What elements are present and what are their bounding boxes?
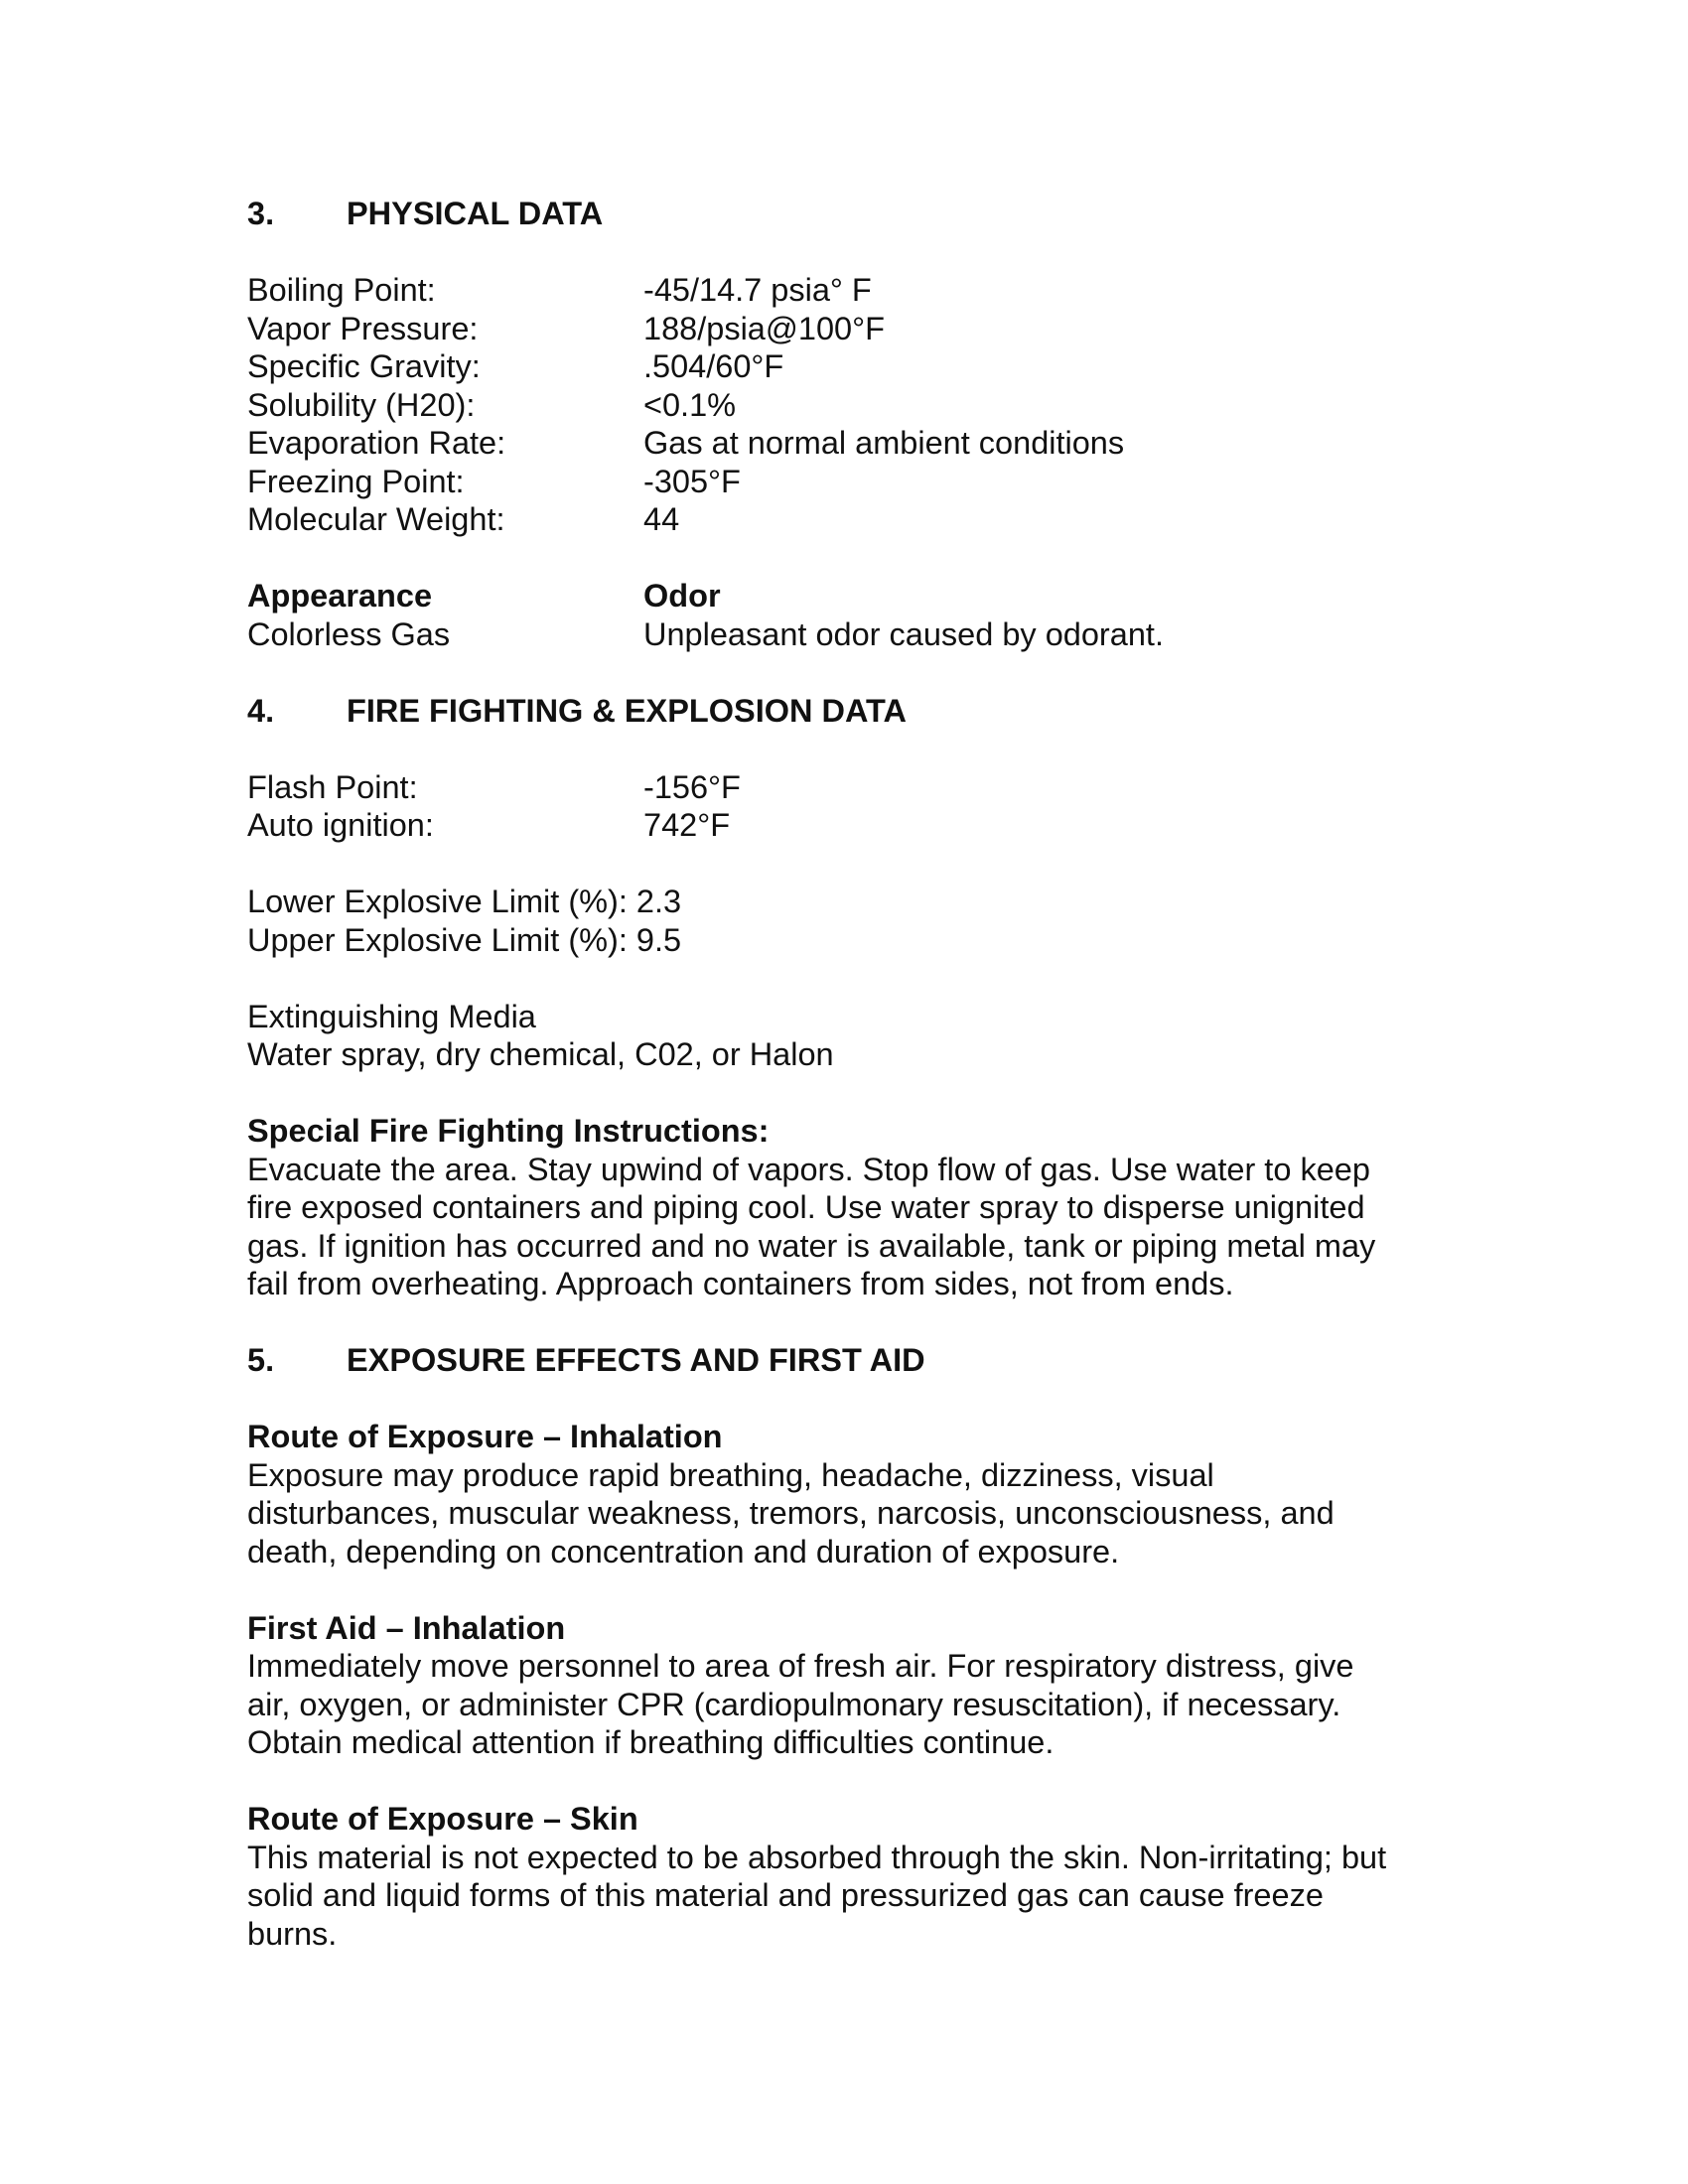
special-instructions-paragraph (247, 1151, 1439, 1303)
property-row (247, 500, 1439, 539)
property-row (247, 271, 1439, 310)
paragraph-line: Evacuate the area. Stay upwind of vapors. Stop flow of gas. Use water to keep (247, 1151, 1370, 1187)
property-row (247, 806, 1439, 845)
appearance-heading: Appearance (247, 578, 433, 614)
property-value: .504/60°F (643, 348, 784, 384)
property-label: Freezing Point: (247, 463, 465, 499)
section-5-heading (247, 1341, 1439, 1380)
first-aid-block-inhalation (247, 1609, 1439, 1762)
section-5-number: 5. (247, 1342, 275, 1378)
odor-value: Unpleasant odor caused by odorant. (643, 615, 1164, 652)
appearance-odor-headings (247, 577, 1439, 615)
paragraph-line: fail from overheating. Approach containers from sides, not from ends. (247, 1266, 1234, 1301)
property-label: Solubility (H20): (247, 386, 476, 423)
section-3-number: 3. (247, 196, 275, 231)
property-value: <0.1% (643, 386, 737, 423)
fire-properties-list (247, 768, 1439, 845)
extinguishing-media-heading: Extinguishing Media (247, 998, 536, 1034)
property-row (247, 347, 1439, 386)
special-instructions-heading: Special Fire Fighting Instructions: (247, 1113, 770, 1149)
physical-properties-list (247, 271, 1439, 539)
exposure-block-skin (247, 1800, 1439, 1953)
property-label: Molecular Weight: (247, 501, 505, 537)
property-row (247, 424, 1439, 463)
paragraph-line: fire exposed containers and piping cool. Use water spray to disperse unignited (247, 1189, 1365, 1225)
section-4-number: 4. (247, 692, 275, 729)
property-value: 44 (643, 501, 680, 537)
exposure-block-heading: Route of Exposure – Skin (247, 1801, 638, 1837)
paragraph-line: death, depending on concentration and duration of exposure. (247, 1533, 1120, 1570)
paragraph-line: Obtain medical attention if breathing difficulties continue. (247, 1724, 1055, 1760)
appearance-odor-values (247, 615, 1439, 654)
paragraph-line: disturbances, muscular weakness, tremors, narcosis, unconsciousness, and (247, 1495, 1335, 1531)
property-row (247, 310, 1439, 348)
property-row (247, 768, 1439, 807)
property-value: Gas at normal ambient conditions (643, 425, 1125, 461)
exposure-block-inhalation (247, 1418, 1439, 1570)
paragraph-line: burns. (247, 1915, 338, 1952)
lower-explosive-limit: Lower Explosive Limit (%): 2.3 (247, 884, 682, 919)
section-5-title: EXPOSURE EFFECTS AND FIRST AID (347, 1342, 925, 1378)
property-row (247, 386, 1439, 425)
section-3-title: PHYSICAL DATA (347, 196, 604, 231)
property-value: 742°F (643, 807, 731, 843)
property-value: -305°F (643, 463, 741, 499)
property-label: Auto ignition: (247, 807, 434, 843)
extinguishing-media-text: Water spray, dry chemical, C02, or Halon (247, 1036, 834, 1072)
odor-heading: Odor (643, 578, 721, 614)
upper-explosive-limit: Upper Explosive Limit (%): 9.5 (247, 921, 682, 958)
property-label: Vapor Pressure: (247, 310, 479, 346)
property-row (247, 463, 1439, 501)
document-page (247, 195, 1439, 1953)
section-4-title: FIRE FIGHTING & EXPLOSION DATA (347, 692, 907, 729)
property-label: Specific Gravity: (247, 348, 481, 384)
paragraph-line: Immediately move personnel to area of fresh air. For respiratory distress, give (247, 1648, 1354, 1684)
property-label: Flash Point: (247, 768, 418, 805)
property-value: -45/14.7 psia° F (643, 272, 872, 308)
property-label: Boiling Point: (247, 272, 436, 308)
paragraph-line: air, oxygen, or administer CPR (cardiopulmonary resuscitation), if necessary. (247, 1686, 1341, 1722)
first-aid-block-heading: First Aid – Inhalation (247, 1609, 566, 1646)
property-value: 188/psia@100°F (643, 310, 885, 346)
paragraph-line: gas. If ignition has occurred and no water is available, tank or piping metal may (247, 1227, 1376, 1264)
paragraph-line: This material is not expected to be absorbed through the skin. Non-irritating; but (247, 1839, 1387, 1875)
paragraph-line: solid and liquid forms of this material and pressurized gas can cause freeze (247, 1877, 1324, 1913)
property-value: -156°F (643, 768, 741, 805)
section-4-heading (247, 692, 1439, 731)
paragraph-line: Exposure may produce rapid breathing, headache, dizziness, visual (247, 1456, 1214, 1493)
property-label: Evaporation Rate: (247, 425, 506, 461)
appearance-value: Colorless Gas (247, 615, 451, 652)
exposure-block-heading: Route of Exposure – Inhalation (247, 1419, 723, 1454)
section-3-heading (247, 195, 1439, 233)
